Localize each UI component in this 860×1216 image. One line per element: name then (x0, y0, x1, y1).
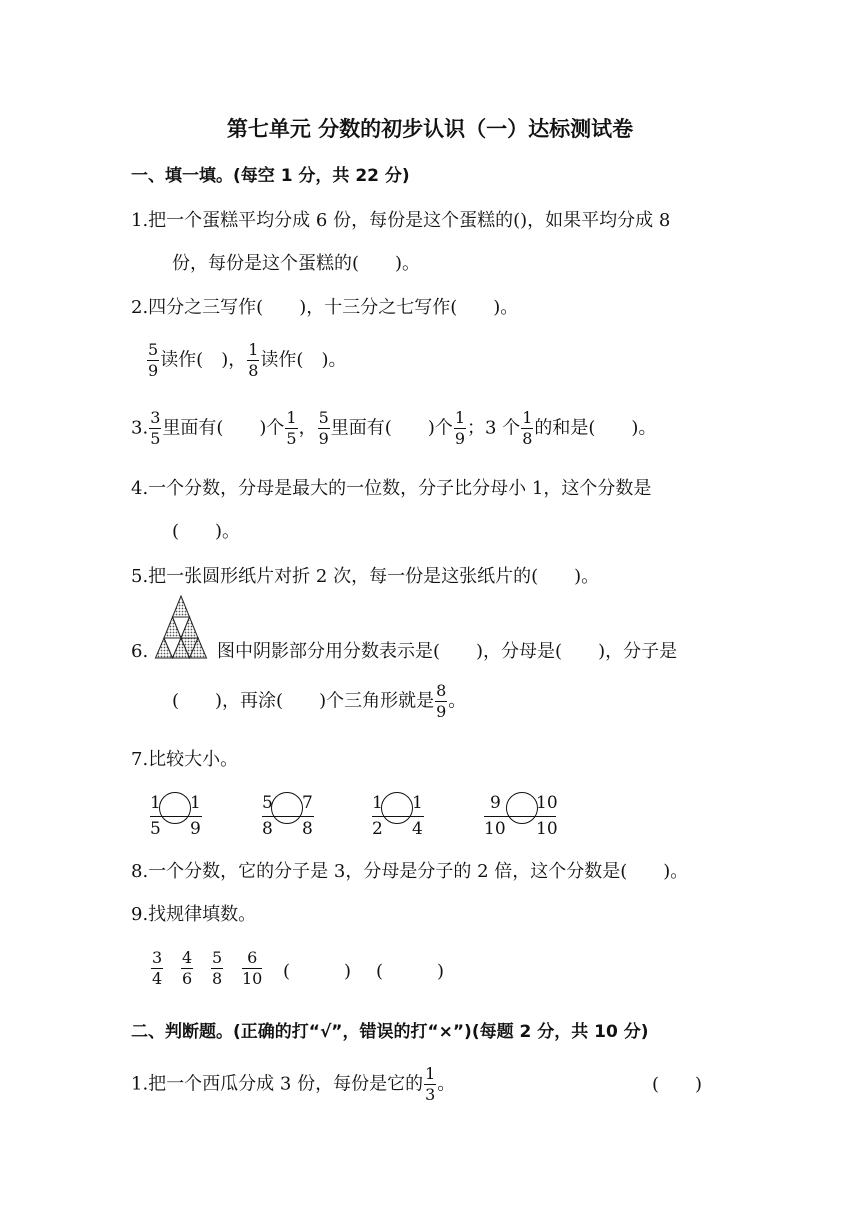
q3-line: 3. $\frac{3}{5}$ 里面有( )个 $\frac{1}{5}$ ， $\frac{5}{9}$ 里面有( )个 $\frac{1}{9}$ ；3 个 $\frac{1}{8}$ 的和是( )。 (131, 408, 657, 448)
q8-line1: 8.一个分数，它的分子是 3，分母是分子的 2 倍，这个分数是( )。 (131, 861, 689, 882)
q1-line1: 1.把一个蛋糕平均分成 6 份，每份是这个蛋糕的()，如果平均分成 8 (131, 210, 671, 231)
page-title: 第七单元 分数的初步认识（一）达标测试卷 (226, 117, 634, 141)
fraction: $\frac{1}{8}$ (522, 408, 533, 448)
triangle-figure (145, 595, 217, 659)
answer-blank[interactable]: ( ) (283, 961, 352, 982)
sequence-fraction: $\frac{3}{4}$ (152, 948, 163, 988)
fraction: $\frac{8}{9}$ (436, 681, 447, 721)
sequence-fraction: $\frac{6}{10}$ (242, 948, 263, 988)
judge-answer-paren[interactable]: ( ) (652, 1074, 703, 1095)
section-heading-judge: 二、判断题。(正确的打“√”，错误的打“×”)(每题 2 分，共 10 分) (131, 1022, 649, 1042)
shaded-triangle (173, 596, 190, 617)
q2-text: 读作( )。 (260, 349, 347, 371)
section-heading-fill-in: 一、填一填。(每空 1 分，共 22 分) (131, 166, 410, 186)
fraction: $\frac{1}{8}$ (248, 340, 259, 380)
q6-prefix: 6. (131, 641, 149, 662)
q2-line1: 2.四分之三写作( )，十三分之七写作( )。 (131, 297, 519, 318)
fraction: $\frac{1}{5}$ (286, 408, 297, 448)
q1-line2: 份，每份是这个蛋糕的( )。 (172, 253, 421, 274)
sequence-fraction: $\frac{4}{6}$ (182, 948, 193, 988)
fraction: $\frac{1}{9}$ (454, 408, 466, 448)
q9-line1: 9.找规律填数。 (131, 904, 257, 925)
compare-circle[interactable] (159, 792, 191, 824)
fraction: $\frac{3}{5}$ (150, 408, 161, 448)
judge-item-1: 1.把一个西瓜分成 3 份，每份是它的 $\frac{1}{3}$ 。 (131, 1064, 456, 1104)
q2-text: 读作( )， (160, 349, 247, 371)
q6-line2: ( )，再涂( )个三角形就是 $\frac{8}{9}$ 。 (172, 681, 467, 721)
q7-line1: 7.比较大小。 (131, 749, 239, 770)
q4-line2: ( )。 (172, 521, 241, 542)
sequence-fraction: $\frac{5}{8}$ (212, 948, 223, 988)
q5-line1: 5.把一张圆形纸片对折 2 次，每一份是这张纸片的( )。 (131, 566, 600, 587)
q2-line2 (146, 342, 346, 379)
answer-blank[interactable]: ( ) (376, 961, 445, 982)
q6-line1: 图中阴影部分用分数表示是( )，分母是( )，分子是 (217, 641, 678, 662)
compare-circle[interactable] (506, 792, 538, 824)
compare-circle[interactable] (271, 792, 303, 824)
fraction: $\frac{5}{9}$ (148, 340, 159, 380)
compare-circle[interactable] (381, 792, 413, 824)
fraction: $\frac{1}{3}$ (425, 1064, 436, 1104)
q4-line1: 4.一个分数，分母是最大的一位数，分子比分母小 1，这个分数是 (131, 478, 652, 499)
fraction: $\frac{5}{9}$ (318, 408, 329, 448)
